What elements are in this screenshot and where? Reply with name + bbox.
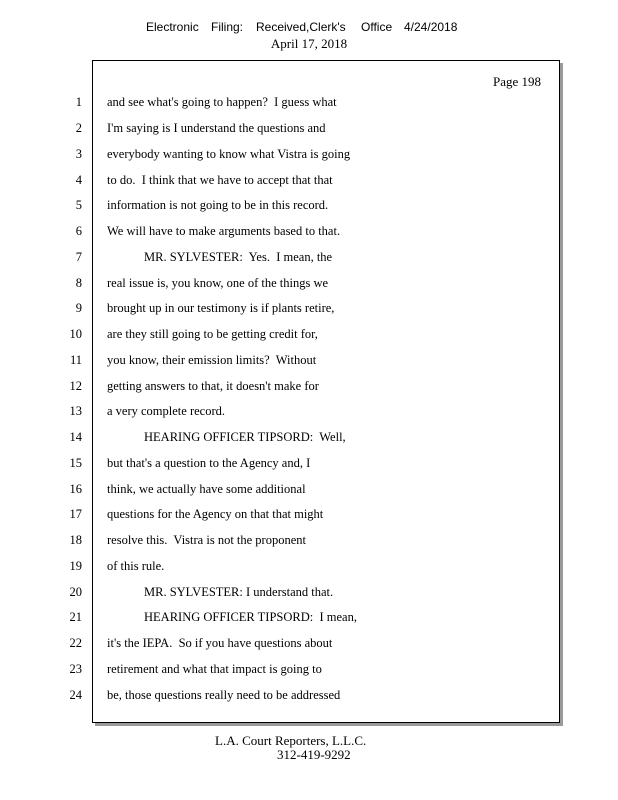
stamp-office: Office xyxy=(361,20,393,34)
line-number: 9 xyxy=(75,301,82,315)
transcript-line xyxy=(0,686,618,704)
line-text: We will have to make arguments based to that. xyxy=(107,224,341,238)
transcript-line xyxy=(0,505,618,523)
line-number: 20 xyxy=(69,585,82,599)
line-text: of this rule. xyxy=(107,559,165,573)
line-text: resolve this. Vistra is not the proponent xyxy=(107,533,306,547)
transcript-line xyxy=(0,222,618,240)
transcript-line xyxy=(0,145,618,163)
line-number: 13 xyxy=(69,404,82,418)
transcript-line xyxy=(0,171,618,189)
line-text: MR. SYLVESTER: I understand that. xyxy=(144,585,334,599)
line-text: brought up in our testimony is if plants retire, xyxy=(107,301,335,315)
line-number: 14 xyxy=(69,430,82,444)
line-number: 10 xyxy=(69,327,82,341)
line-text: and see what's going to happen? I guess what xyxy=(107,95,337,109)
line-text: it's the IEPA. So if you have questions about xyxy=(107,636,333,650)
transcript-line xyxy=(0,402,618,420)
line-text: I'm saying is I understand the questions and xyxy=(107,121,326,135)
transcript-line xyxy=(0,531,618,549)
transcript-line xyxy=(0,583,618,601)
transcript-line xyxy=(0,325,618,343)
transcript-line xyxy=(0,377,618,395)
line-number: 2 xyxy=(75,121,82,135)
transcript-line xyxy=(0,299,618,317)
line-number: 1 xyxy=(75,95,82,109)
transcript-line xyxy=(0,351,618,369)
line-number: 23 xyxy=(69,662,82,676)
hearing-date: April 17, 2018 xyxy=(270,36,348,51)
line-number: 21 xyxy=(69,610,82,624)
line-text: a very complete record. xyxy=(107,404,225,418)
line-text: getting answers to that, it doesn't make for xyxy=(107,379,319,393)
line-text: MR. SYLVESTER: Yes. I mean, the xyxy=(144,250,333,264)
transcript-line xyxy=(0,248,618,266)
line-text: but that's a question to the Agency and, I xyxy=(107,456,311,470)
line-text: are they still going to be getting credit for, xyxy=(107,327,318,341)
line-text: you know, their emission limits? Without xyxy=(107,353,317,367)
transcript-line xyxy=(0,480,618,498)
line-number: 5 xyxy=(75,198,82,212)
line-text: real issue is, you know, one of the things we xyxy=(107,276,329,290)
line-number: 15 xyxy=(69,456,82,470)
transcript-line xyxy=(0,428,618,446)
line-number: 22 xyxy=(69,636,82,650)
line-number: 12 xyxy=(69,379,82,393)
line-text: everybody wanting to know what Vistra is going xyxy=(107,147,351,161)
line-number: 24 xyxy=(69,688,82,702)
line-text: be, those questions really need to be addressed xyxy=(107,688,341,702)
page-number: Page 198 xyxy=(492,74,541,89)
line-number: 18 xyxy=(69,533,82,547)
transcript-line xyxy=(0,196,618,214)
transcript-line xyxy=(0,634,618,652)
line-text: questions for the Agency on that that might xyxy=(107,507,324,521)
transcript-line xyxy=(0,608,618,626)
line-number: 17 xyxy=(69,507,82,521)
line-number: 7 xyxy=(75,250,82,264)
transcript-line xyxy=(0,557,618,575)
line-text: information is not going to be in this record. xyxy=(107,198,329,212)
line-number: 4 xyxy=(75,173,82,187)
line-text: to do. I think that we have to accept that that xyxy=(107,173,333,187)
court-reporter-phone: 312-419-9292 xyxy=(277,747,351,762)
transcript-line xyxy=(0,274,618,292)
line-number: 6 xyxy=(75,224,82,238)
stamp-electronic: Electronic xyxy=(146,20,199,34)
line-number: 11 xyxy=(69,353,82,367)
stamp-filing: Filing: xyxy=(211,20,244,34)
court-reporter-name: L.A. Court Reporters, L.L.C. xyxy=(215,733,367,748)
line-number: 19 xyxy=(69,559,82,573)
transcript-line xyxy=(0,454,618,472)
stamp-received: Received,Clerk's xyxy=(256,20,346,34)
transcript-line xyxy=(0,93,618,111)
line-text: retirement and what that impact is going to xyxy=(107,662,322,676)
transcript-line xyxy=(0,660,618,678)
line-number: 8 xyxy=(75,276,82,290)
line-number: 3 xyxy=(75,147,82,161)
transcript-line xyxy=(0,119,618,137)
stamp-date: 4/24/2018 xyxy=(404,20,458,34)
line-number: 16 xyxy=(69,482,82,496)
line-text: HEARING OFFICER TIPSORD: Well, xyxy=(144,430,346,444)
line-text: think, we actually have some additional xyxy=(107,482,306,496)
line-text: HEARING OFFICER TIPSORD: I mean, xyxy=(144,610,357,624)
